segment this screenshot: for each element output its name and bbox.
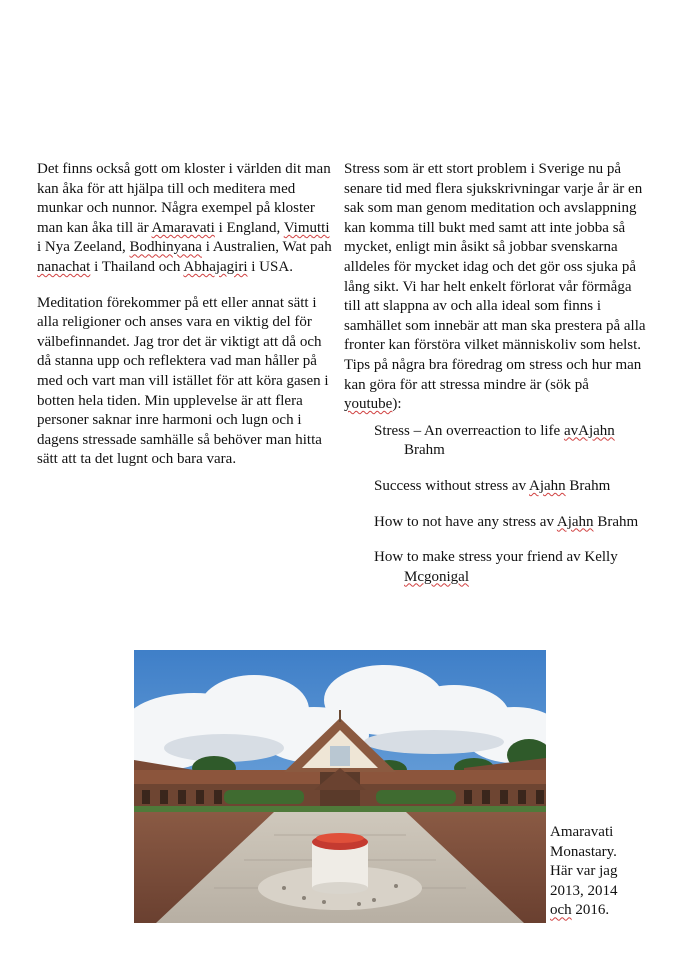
list-item	[374, 548, 649, 587]
nanachat-word: nanachat	[37, 258, 91, 275]
talk-title: Success without stress av	[374, 477, 529, 494]
talk-author: Mcgonigal	[404, 568, 469, 585]
text-run: Stress som är ett stort problem i Sverige nu på senare tid med flera sjukskrivningar varje år är en sak som man genom meditation och avslappning kan komma till bukt med samt att inte jobba så mycket, enligt min åsikt så jobbar svenskarna alldeles för mycket idag och det gör oss sjuka på lång sikt. Vi har helt enkelt förlorat vår förmåga till att slappna av och alla ideal som finns i samhället som innebär att man ska prestera på alla fronter kan förstöra vilket människoliv som helst. Tips på några bra föredrag om stress och hur man kan göra för att stressa mindre är (sök på	[344, 161, 646, 393]
list-item	[374, 477, 649, 497]
caption-word: och	[550, 902, 572, 919]
text-run: i Nya Zeeland,	[37, 239, 130, 256]
talk-author: Ajahn	[556, 513, 594, 530]
text-run: i England,	[214, 219, 284, 236]
abhajagiri-word: Abhajagiri	[183, 258, 248, 275]
text-run: i Thailand och	[90, 258, 184, 275]
talk-author-rest: Brahm	[565, 477, 611, 494]
text-run: ):	[392, 396, 402, 413]
stress-paragraph	[344, 160, 649, 415]
list-item	[374, 513, 649, 533]
text-run: Det finns också gott om kloster i världen dit man kan åka för att hjälpa till och meditera med munkar och nunnor. Några exempel på kloster man kan åka till är	[37, 161, 331, 236]
talk-title: Stress – An overreaction to life	[374, 422, 564, 439]
caption-line: Här var jag	[550, 863, 618, 880]
monastery-photo	[134, 650, 546, 923]
caption-line: 2013, 2014	[550, 882, 618, 899]
talk-author: avAjahn	[563, 422, 615, 439]
left-column	[37, 160, 337, 470]
bodhinyana-word: Bodhinyana	[129, 239, 202, 256]
caption-line: Monastary.	[550, 843, 617, 860]
talks-list	[344, 422, 649, 588]
text-run: i Australien, Wat pah	[201, 239, 332, 256]
right-column	[344, 160, 649, 603]
talk-author-rest: Brahm	[593, 513, 639, 530]
meditation-paragraph: Meditation förekommer på ett eller annat sätt i alla religioner och anses vara en viktig del för välbefinnandet. Jag tror det är viktigt att då och då stanna upp och reflektera vad man håller på med och vart man vill istället för att köra gasen i botten hela tiden. Min upplevelse är att flera personer saknar inre harmoni och lugn och i dagens stressade samhälle så behöver man hitta sätt att ta det lugnt och bara vara.	[37, 294, 329, 468]
talk-author-rest: Brahm	[404, 442, 445, 459]
talk-title: How to make stress your friend av Kelly	[374, 549, 618, 566]
caption-word: 2016.	[571, 902, 610, 919]
youtube-word: youtube	[344, 396, 393, 413]
monastery-photo-illustration	[134, 650, 546, 923]
amaravati-word: Amaravati	[151, 219, 215, 236]
text-run: i USA.	[247, 258, 293, 275]
photo-caption	[550, 823, 640, 921]
talk-title: How to not have any stress av	[374, 513, 557, 530]
talk-author: Ajahn	[529, 477, 566, 494]
list-item	[374, 422, 649, 461]
caption-line: Amaravati	[550, 824, 614, 840]
caption-line	[550, 901, 640, 921]
monasteries-paragraph	[37, 160, 337, 278]
vimutti-word: Vimutti	[283, 219, 330, 236]
